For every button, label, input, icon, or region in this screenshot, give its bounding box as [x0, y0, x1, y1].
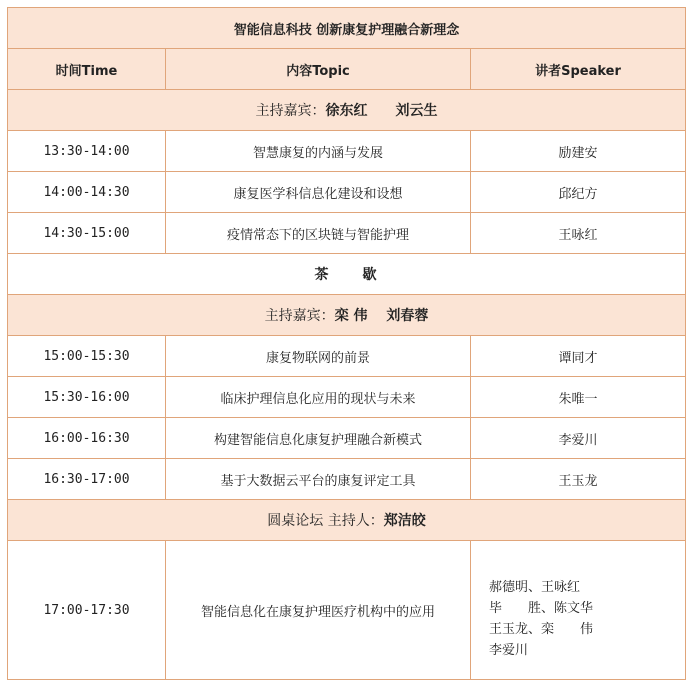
speaker-cell: 邱纪方: [471, 172, 686, 213]
agenda-title: 智能信息科技 创新康复护理融合新理念: [8, 8, 686, 49]
session-host: [8, 90, 686, 131]
speaker-list: [471, 541, 686, 680]
topic-cell: 基于大数据云平台的康复评定工具: [166, 459, 471, 500]
time-cell: 15:30-16:00: [8, 377, 166, 418]
speaker-cell: 王玉龙: [471, 459, 686, 500]
topic-cell: 康复物联网的前景: [166, 336, 471, 377]
session-host: [8, 500, 686, 541]
time-cell: 14:00-14:30: [8, 172, 166, 213]
session-host-row: [8, 500, 686, 541]
host-label: 主持嘉宾：: [255, 103, 326, 119]
host-names: 徐东红 刘云生: [325, 103, 438, 119]
host-names: 栾 伟 刘春蓉: [334, 308, 429, 324]
header-topic: 内容Topic: [166, 49, 471, 90]
table-row: [8, 336, 686, 377]
table-row: [8, 172, 686, 213]
speaker-cell: 励建安: [471, 131, 686, 172]
table-row: [8, 418, 686, 459]
tea-break: 茶 歇: [8, 254, 686, 295]
speaker-cell: 朱唯一: [471, 377, 686, 418]
table-row: [8, 131, 686, 172]
topic-cell: 疫情常态下的区块链与智能护理: [166, 213, 471, 254]
host-label: 圆桌论坛 主持人：: [267, 513, 384, 529]
table-row: [8, 459, 686, 500]
agenda-table: [7, 7, 686, 680]
header-time: 时间Time: [8, 49, 166, 90]
speaker-line: 毕 胜、陈文华: [489, 601, 594, 616]
time-cell: 16:00-16:30: [8, 418, 166, 459]
topic-cell: 构建智能信息化康复护理融合新模式: [166, 418, 471, 459]
speaker-cell: 李爱川: [471, 418, 686, 459]
speaker-line: 王玉龙、栾 伟: [489, 622, 594, 637]
speaker-cell: 谭同才: [471, 336, 686, 377]
topic-cell: 康复医学科信息化建设和设想: [166, 172, 471, 213]
table-row: [8, 377, 686, 418]
host-label: 主持嘉宾：: [264, 308, 335, 324]
roundtable-row: [8, 541, 686, 680]
time-cell: 17:00-17:30: [8, 541, 166, 680]
break-row: [8, 254, 686, 295]
speaker-line: 李爱川: [489, 643, 529, 658]
speaker-line: 郝德明、王咏红: [489, 580, 581, 595]
header-row: [8, 49, 686, 90]
time-cell: 14:30-15:00: [8, 213, 166, 254]
topic-cell: 智能信息化在康复护理医疗机构中的应用: [166, 541, 471, 680]
header-speaker: 讲者Speaker: [471, 49, 686, 90]
speaker-cell: 王咏红: [471, 213, 686, 254]
session-host: [8, 295, 686, 336]
host-names: 郑洁皎: [383, 513, 426, 529]
time-cell: 16:30-17:00: [8, 459, 166, 500]
agenda-sheet: [7, 7, 685, 680]
title-row: [8, 8, 686, 49]
time-cell: 13:30-14:00: [8, 131, 166, 172]
topic-cell: 智慧康复的内涵与发展: [166, 131, 471, 172]
table-row: [8, 213, 686, 254]
time-cell: 15:00-15:30: [8, 336, 166, 377]
topic-cell: 临床护理信息化应用的现状与未来: [166, 377, 471, 418]
session-host-row: [8, 90, 686, 131]
session-host-row: [8, 295, 686, 336]
